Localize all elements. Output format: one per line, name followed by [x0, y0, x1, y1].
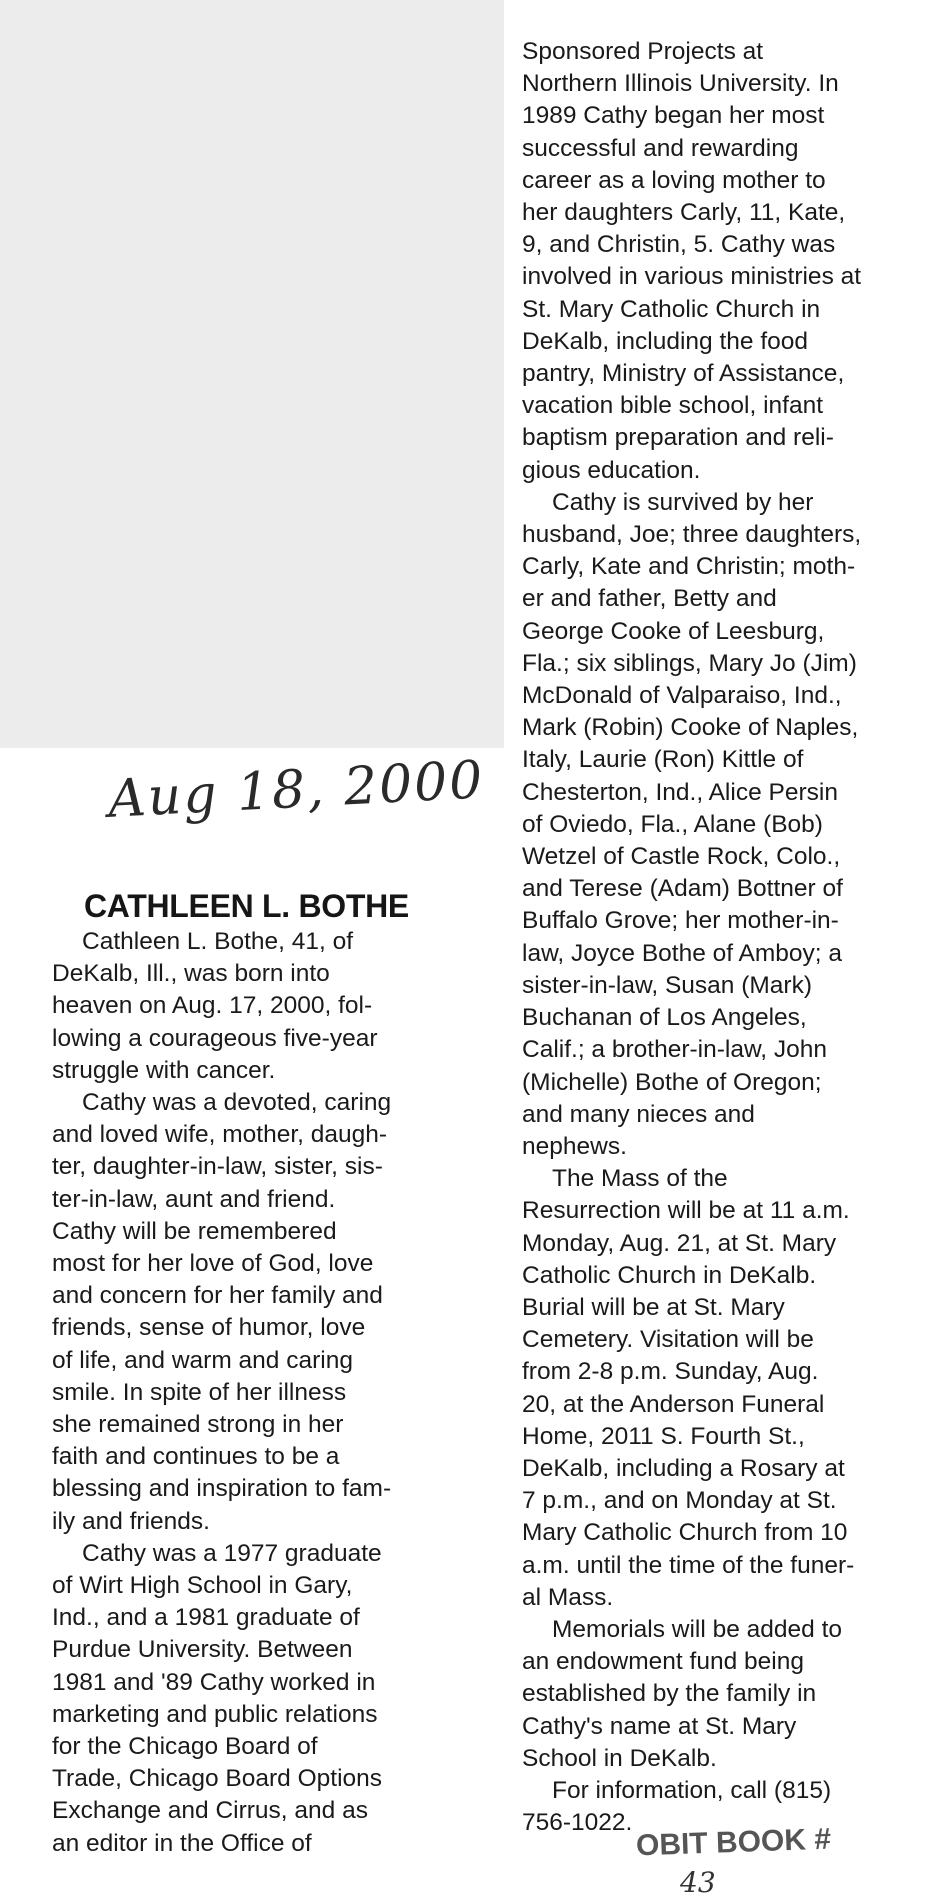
- obit-book-stamp: OBIT BOOK #: [635, 1822, 832, 1863]
- text-line: from 2-8 p.m. Sunday, Aug.: [522, 1358, 819, 1386]
- text-line: Cathy was a devoted, caring: [82, 1089, 392, 1117]
- text-line: vacation bible school, infant: [522, 392, 823, 420]
- text-line: ily and friends.: [52, 1507, 210, 1535]
- text-line: nephews.: [522, 1132, 627, 1160]
- text-line: of life, and warm and caring: [52, 1346, 353, 1374]
- text-line: and Terese (Adam) Bottner of: [522, 875, 843, 903]
- text-line: George Cooke of Leesburg,: [522, 617, 825, 645]
- text-line: (Michelle) Bothe of Oregon;: [522, 1068, 822, 1096]
- text-line: Resurrection will be at 11 a.m.: [522, 1197, 850, 1225]
- text-line: For information, call (815): [552, 1776, 832, 1804]
- text-line: involved in various ministries at: [522, 263, 862, 291]
- text-line: an endowment fund being: [522, 1648, 804, 1676]
- text-line: 9, and Christin, 5. Cathy was: [522, 231, 836, 259]
- text-line: Cathy was a 1977 graduate: [82, 1539, 382, 1567]
- text-line: Mark (Robin) Cooke of Naples,: [522, 714, 859, 742]
- text-line: baptism preparation and reli-: [522, 424, 834, 452]
- text-line: lowing a courageous five-year: [52, 1024, 378, 1052]
- text-line: Cathleen L. Bothe, 41, of: [82, 928, 354, 955]
- text-line: Buffalo Grove; her mother-in-: [522, 907, 839, 935]
- text-line: 1989 Cathy began her most: [522, 102, 825, 130]
- text-line: ter, daughter-in-law, sister, sis-: [52, 1153, 383, 1181]
- text-line: Cathy's name at St. Mary: [522, 1712, 797, 1740]
- text-line: DeKalb, Ill., was born into: [52, 960, 330, 988]
- text-line: and loved wife, mother, daugh-: [52, 1121, 388, 1149]
- text-line: Catholic Church in DeKalb.: [522, 1261, 817, 1289]
- text-line: an editor in the Office of: [52, 1829, 312, 1857]
- text-line: Home, 2011 S. Fourth St.,: [522, 1422, 805, 1450]
- text-line: Buchanan of Los Angeles,: [522, 1004, 807, 1032]
- text-line: established by the family in: [522, 1680, 817, 1708]
- text-line: Chesterton, Ind., Alice Persin: [522, 778, 838, 806]
- text-line: DeKalb, including a Rosary at: [522, 1454, 845, 1482]
- text-line: Monday, Aug. 21, at St. Mary: [522, 1229, 837, 1257]
- obituary-headline: CATHLEEN L. BOTHE: [84, 888, 409, 924]
- text-line: gious education.: [522, 456, 701, 484]
- text-line: smile. In spite of her illness: [52, 1378, 347, 1406]
- text-line: Ind., and a 1981 graduate of: [52, 1604, 360, 1632]
- text-line: er and father, Betty and: [522, 585, 777, 613]
- text-line: Cathy will be remembered: [52, 1217, 337, 1245]
- text-line: Sponsored Projects at: [522, 38, 764, 65]
- text-line: law, Joyce Bothe of Amboy; a: [522, 939, 843, 967]
- text-line: pantry, Ministry of Assistance,: [522, 360, 845, 388]
- handwritten-date: Aug 18, 2000: [106, 750, 486, 830]
- text-line: struggle with cancer.: [52, 1056, 276, 1084]
- text-line: McDonald of Valparaiso, Ind.,: [522, 682, 842, 710]
- text-line: DeKalb, including the food: [522, 327, 809, 355]
- text-line: Wetzel of Castle Rock, Colo.,: [522, 843, 841, 871]
- text-line: Exchange and Cirrus, and as: [52, 1797, 368, 1825]
- text-line: The Mass of the: [552, 1165, 728, 1193]
- text-line: Calif.; a brother-in-law, John: [522, 1036, 828, 1064]
- text-line: and many nieces and: [522, 1100, 755, 1128]
- text-line: Memorials will be added to: [552, 1615, 843, 1643]
- text-line: 1981 and '89 Cathy worked in: [52, 1668, 376, 1696]
- blank-margin-area: [0, 0, 504, 748]
- text-line: marketing and public relations: [52, 1700, 378, 1728]
- obit-book-number: 43: [680, 1866, 716, 1899]
- text-line: Italy, Laurie (Ron) Kittle of: [522, 746, 804, 774]
- text-line: of Oviedo, Fla., Alane (Bob): [522, 810, 823, 838]
- text-line: Cemetery. Visitation will be: [522, 1326, 814, 1354]
- right-column-text: [522, 36, 932, 1839]
- text-line: of Wirt High School in Gary,: [52, 1572, 353, 1600]
- text-line: Burial will be at St. Mary: [522, 1293, 785, 1321]
- text-line: Fla.; six siblings, Mary Jo (Jim): [522, 649, 857, 677]
- text-line: Carly, Kate and Christin; moth-: [522, 553, 856, 581]
- text-line: Purdue University. Between: [52, 1636, 353, 1664]
- text-line: Trade, Chicago Board Options: [52, 1765, 383, 1793]
- text-line: a.m. until the time of the funer-: [522, 1551, 855, 1579]
- left-column-text: [52, 926, 444, 1860]
- text-line: St. Mary Catholic Church in: [522, 295, 821, 323]
- text-line: heaven on Aug. 17, 2000, fol-: [52, 992, 373, 1020]
- text-line: School in DeKalb.: [522, 1744, 717, 1772]
- text-line: most for her love of God, love: [52, 1250, 374, 1278]
- text-line: blessing and inspiration to fam-: [52, 1475, 392, 1503]
- text-line: sister-in-law, Susan (Mark): [522, 971, 812, 999]
- text-line: ter-in-law, aunt and friend.: [52, 1185, 336, 1213]
- text-line: 7 p.m., and on Monday at St.: [522, 1487, 837, 1515]
- text-line: for the Chicago Board of: [52, 1733, 318, 1761]
- text-line: Northern Illinois University. In: [522, 70, 839, 98]
- text-line: and concern for her family and: [52, 1282, 383, 1310]
- text-line: she remained strong in her: [52, 1411, 344, 1439]
- text-line: faith and continues to be a: [52, 1443, 340, 1471]
- text-line: 756-1022.: [522, 1809, 633, 1837]
- text-line: Cathy is survived by her: [552, 488, 814, 516]
- text-line: Mary Catholic Church from 10: [522, 1519, 848, 1547]
- text-line: career as a loving mother to: [522, 166, 826, 194]
- text-line: successful and rewarding: [522, 134, 799, 162]
- text-line: 20, at the Anderson Funeral: [522, 1390, 825, 1418]
- text-line: husband, Joe; three daughters,: [522, 521, 862, 549]
- text-line: her daughters Carly, 11, Kate,: [522, 199, 846, 227]
- text-line: al Mass.: [522, 1583, 614, 1611]
- text-line: friends, sense of humor, love: [52, 1314, 366, 1342]
